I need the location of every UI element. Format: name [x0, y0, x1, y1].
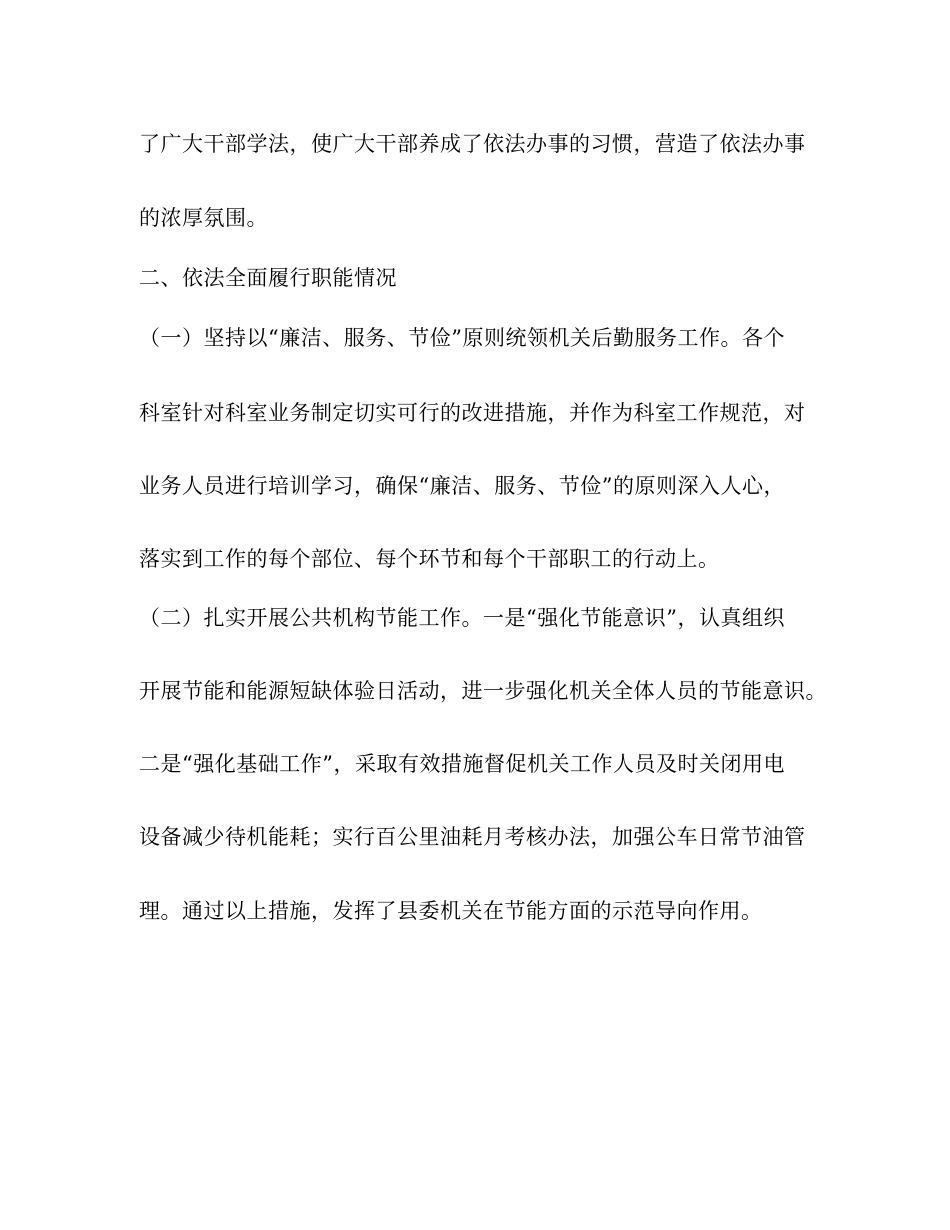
paragraph-line: 二是“强化基础工作”，采取有效措施督促机关工作人员及时关闭用电 — [139, 752, 785, 776]
section-heading: 二、依法全面履行职能情况 — [139, 266, 397, 290]
paragraph-line: 设备减少待机能耗；实行百公里油耗月考核办法，加强公车日常节油管 — [139, 825, 806, 849]
paragraph-line: 的浓厚氛围。 — [139, 206, 268, 230]
paragraph-line: 了广大干部学法，使广大干部养成了依法办事的习惯，营造了依法办事 — [139, 132, 806, 156]
paragraph-line: 理。通过以上措施，发挥了县委机关在节能方面的示范导向作用。 — [139, 899, 763, 923]
paragraph-line: 落实到工作的每个部位、每个环节和每个干部职工的行动上。 — [139, 547, 720, 571]
paragraph-line: （一）坚持以“廉洁、服务、节俭”原则统领机关后勤服务工作。各个 — [139, 326, 785, 350]
paragraph-line: 业务人员进行培训学习，确保“廉洁、服务、节俭”的原则深入人心， — [139, 474, 785, 498]
paragraph-line: （二）扎实开展公共机构节能工作。一是“强化节能意识”，认真组织 — [139, 606, 785, 630]
paragraph-line: 科室针对科室业务制定切实可行的改进措施，并作为科室工作规范，对 — [139, 401, 806, 425]
paragraph-line: 开展节能和能源短缺体验日活动，进一步强化机关全体人员的节能意识。 — [139, 679, 827, 703]
